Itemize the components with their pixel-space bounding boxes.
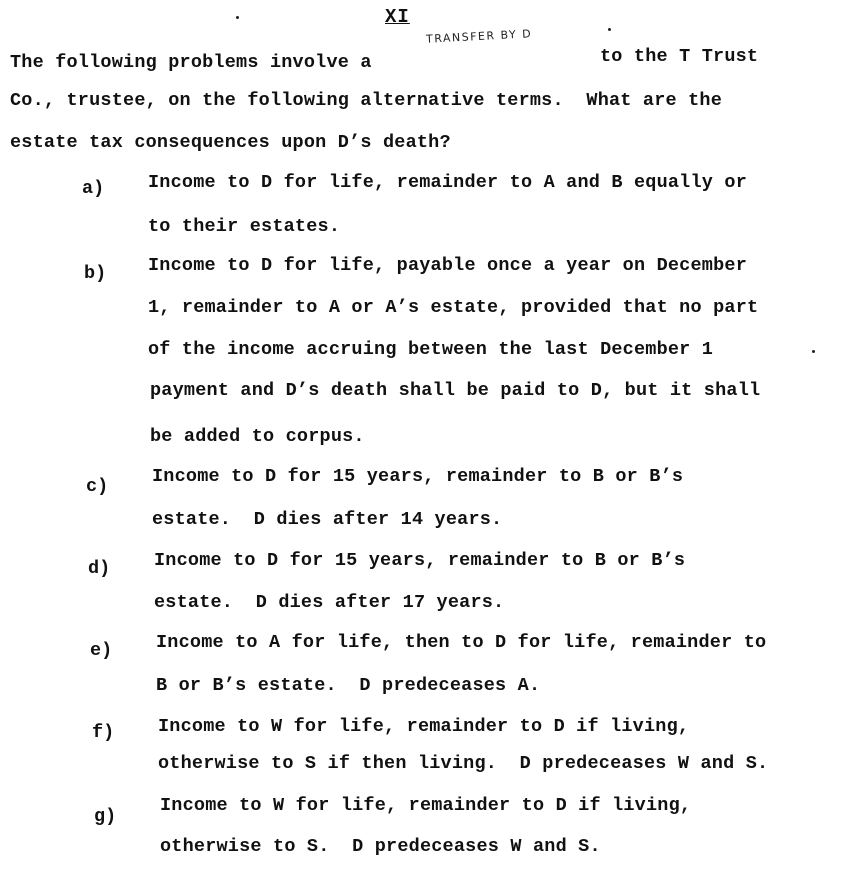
problem-c-label: c)	[86, 476, 109, 497]
problem-b-line-3: of the income accruing between the last December 1	[148, 339, 714, 360]
intro-line-1a: The following problems involve a	[10, 52, 372, 73]
problem-c-line-1: Income to D for 15 years, remainder to B or B’s	[152, 466, 684, 487]
problem-d-line-1: Income to D for 15 years, remainder to B or B’s	[154, 550, 686, 571]
problem-d-line-2: estate. D dies after 17 years.	[154, 592, 505, 613]
problem-f-line-2: otherwise to S if then living. D predeceases W and S.	[158, 753, 769, 774]
problem-c-line-2: estate. D dies after 14 years.	[152, 509, 503, 530]
problem-a-label: a)	[82, 178, 105, 199]
problem-b-line-1: Income to D for life, payable once a year on December	[148, 255, 747, 276]
handwritten-annotation: TRANSFER BY D	[425, 27, 533, 46]
problem-g-line-2: otherwise to S. D predeceases W and S.	[160, 836, 601, 857]
intro-line-2: Co., trustee, on the following alternative terms. What are the	[10, 90, 723, 111]
scan-speck	[236, 16, 239, 19]
section-heading: XI	[385, 6, 410, 28]
intro-line-1b: to the T Trust	[600, 46, 759, 67]
problem-b-line-5: be added to corpus.	[150, 426, 365, 447]
problem-b-label: b)	[84, 263, 107, 284]
problem-a-line-1: Income to D for life, remainder to A and B equally or	[148, 172, 747, 193]
problem-e-line-2: B or B’s estate. D predeceases A.	[156, 675, 541, 696]
problem-d-label: d)	[88, 558, 111, 579]
problem-f-line-1: Income to W for life, remainder to D if living,	[158, 716, 690, 737]
problem-f-label: f)	[92, 722, 115, 743]
problem-e-line-1: Income to A for life, then to D for life, remainder to	[156, 632, 767, 653]
problem-g-label: g)	[94, 806, 117, 827]
problem-e-label: e)	[90, 640, 113, 661]
problem-g-line-1: Income to W for life, remainder to D if living,	[160, 795, 692, 816]
intro-line-3: estate tax consequences upon D’s death?	[10, 132, 451, 153]
problem-b-line-4: payment and D’s death shall be paid to D, but it shall	[150, 380, 761, 401]
problem-b-line-2: 1, remainder to A or A’s estate, provided that no part	[148, 297, 759, 318]
problem-a-line-2: to their estates.	[148, 216, 341, 237]
scan-speck	[812, 350, 815, 353]
scan-speck	[608, 28, 611, 31]
